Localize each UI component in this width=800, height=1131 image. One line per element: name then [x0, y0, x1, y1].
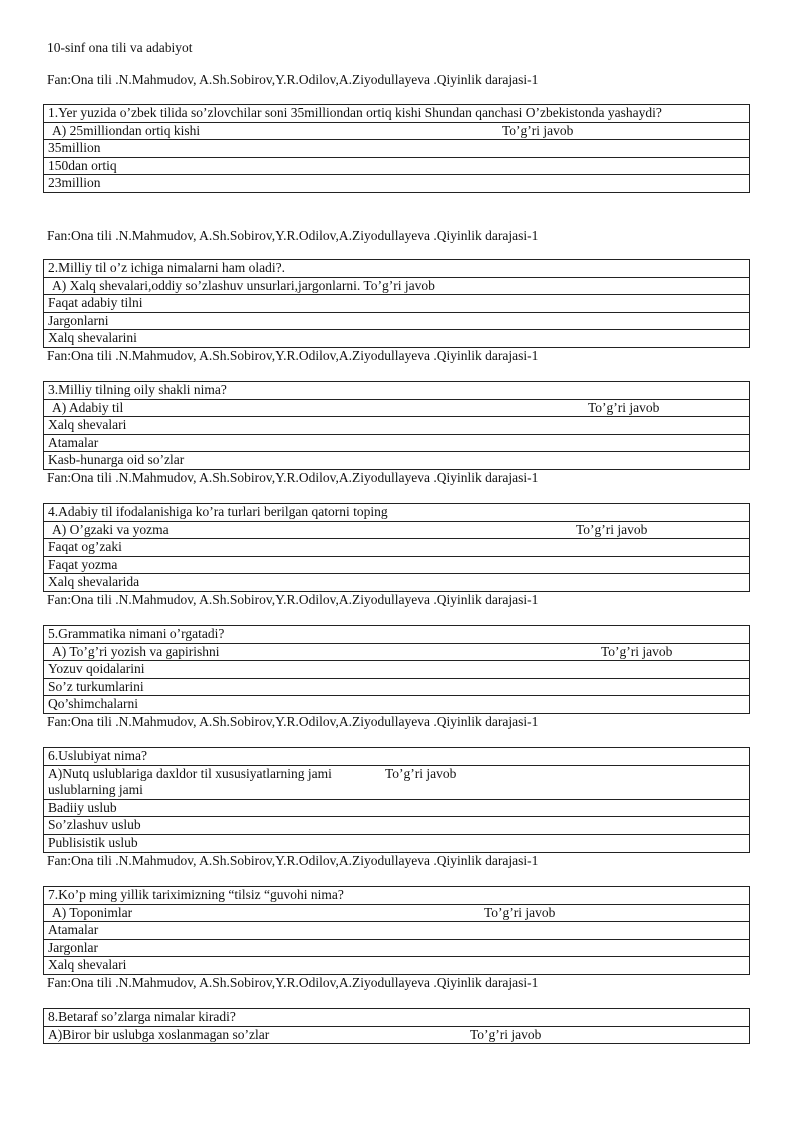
correct-answer-label: To’g’ri javob: [502, 122, 574, 138]
question-text: 7.Ko’p ming yillik tariximizning “tilsiz “guvohi nima?: [44, 887, 750, 905]
answer-option: 23million: [44, 175, 750, 193]
question-text: 2.Milliy til o’z ichiga nimalarni ham oladi?.: [44, 260, 750, 278]
answer-option-a: A) Toponimlar: [52, 904, 133, 920]
answer-option: Badiiy uslub: [44, 799, 750, 817]
answer-option: 35million: [44, 140, 750, 158]
correct-answer-label: To’g’ri javob: [484, 904, 556, 920]
question-table-3: [43, 381, 750, 470]
subject-line: Fan:Ona tili .N.Mahmudov, A.Sh.Sobirov,Y.R.Odilov,A.Ziyodullayeva .Qiyinlik darajasi-1: [47, 714, 539, 729]
answer-option: Qo’shimchalarni: [44, 696, 750, 714]
question-table-6: [43, 747, 750, 853]
subject-line: Fan:Ona tili .N.Mahmudov, A.Sh.Sobirov,Y.R.Odilov,A.Ziyodullayeva .Qiyinlik darajasi-1: [47, 72, 539, 87]
question-text: 1.Yer yuzida o’zbek tilida so’zlovchilar soni 35milliondan ortiq kishi Shundan qanchasi O’zbekistonda yashaydi?: [44, 105, 750, 123]
correct-answer-label: To’g’ri javob: [385, 765, 457, 781]
question-table-7: [43, 886, 750, 975]
correct-answer-label: To’g’ri javob: [601, 643, 673, 659]
answer-option: Faqat yozma: [44, 556, 750, 574]
answer-option: Atamalar: [44, 434, 750, 452]
subject-line: Fan:Ona tili .N.Mahmudov, A.Sh.Sobirov,Y.R.Odilov,A.Ziyodullayeva .Qiyinlik darajasi-1: [47, 592, 539, 607]
answer-option: Xalq shevalari: [44, 417, 750, 435]
answer-option: Jargonlarni: [44, 312, 750, 330]
answer-option-a: A) To’g’ri yozish va gapirishni: [52, 643, 220, 659]
answer-option: Yozuv qoidalarini: [44, 661, 750, 679]
answer-option: So’z turkumlarini: [44, 678, 750, 696]
answer-option: 150dan ortiq: [44, 157, 750, 175]
question-table-4: [43, 503, 750, 592]
answer-option-a-continued: uslublarning jami: [48, 782, 143, 798]
answer-option: So’zlashuv uslub: [44, 817, 750, 835]
correct-answer-label: To’g’ri javob: [470, 1026, 542, 1042]
question-text: 4.Adabiy til ifodalanishiga ko’ra turlari berilgan qatorni toping: [44, 504, 750, 522]
document-title: 10-sinf ona tili va adabiyot: [47, 40, 193, 55]
question-text: 3.Milliy tilning oily shakli nima?: [44, 382, 750, 400]
answer-option: Xalq shevalarida: [44, 574, 750, 592]
correct-answer-label: To’g’ri javob: [588, 399, 660, 415]
answer-option: Kasb-hunarga oid so’zlar: [44, 452, 750, 470]
answer-option-a: A) Xalq shevalari,oddiy so’zlashuv unsurlari,jargonlarni. To’g’ri javob: [44, 277, 750, 295]
subject-line: Fan:Ona tili .N.Mahmudov, A.Sh.Sobirov,Y.R.Odilov,A.Ziyodullayeva .Qiyinlik darajasi-1: [47, 975, 539, 990]
answer-option-a: A)Biror bir uslubga xoslanmagan so’zlar: [48, 1026, 270, 1042]
answer-option: Faqat og’zaki: [44, 539, 750, 557]
correct-answer-label: To’g’ri javob: [576, 521, 648, 537]
subject-line: Fan:Ona tili .N.Mahmudov, A.Sh.Sobirov,Y.R.Odilov,A.Ziyodullayeva .Qiyinlik darajasi-1: [47, 470, 539, 485]
question-table-5: [43, 625, 750, 714]
question-table-1: [43, 104, 750, 193]
answer-option: Faqat adabiy tilni: [44, 295, 750, 313]
answer-option: Atamalar: [44, 922, 750, 940]
question-table-8: [43, 1008, 750, 1044]
answer-option: Xalq shevalari: [44, 957, 750, 975]
answer-option-a: A) 25milliondan ortiq kishi: [52, 122, 201, 138]
question-table-2: [43, 259, 750, 348]
answer-option-a: A) Adabiy til: [52, 399, 124, 415]
question-text: 5.Grammatika nimani o’rgatadi?: [44, 626, 750, 644]
subject-line: Fan:Ona tili .N.Mahmudov, A.Sh.Sobirov,Y.R.Odilov,A.Ziyodullayeva .Qiyinlik darajasi-1: [47, 228, 539, 243]
answer-option: Publisistik uslub: [44, 834, 750, 852]
answer-option: Jargonlar: [44, 939, 750, 957]
answer-option: Xalq shevalarini: [44, 330, 750, 348]
answer-option-a: A)Nutq uslublariga daxldor til xususiyatlarning jami: [48, 765, 332, 781]
question-text: 8.Betaraf so’zlarga nimalar kiradi?: [44, 1009, 750, 1027]
subject-line: Fan:Ona tili .N.Mahmudov, A.Sh.Sobirov,Y.R.Odilov,A.Ziyodullayeva .Qiyinlik darajasi-1: [47, 853, 539, 868]
answer-option-a: A) O’gzaki va yozma: [52, 521, 169, 537]
question-text: 6.Uslubiyat nima?: [44, 748, 750, 766]
subject-line: Fan:Ona tili .N.Mahmudov, A.Sh.Sobirov,Y.R.Odilov,A.Ziyodullayeva .Qiyinlik darajasi-1: [47, 348, 539, 363]
